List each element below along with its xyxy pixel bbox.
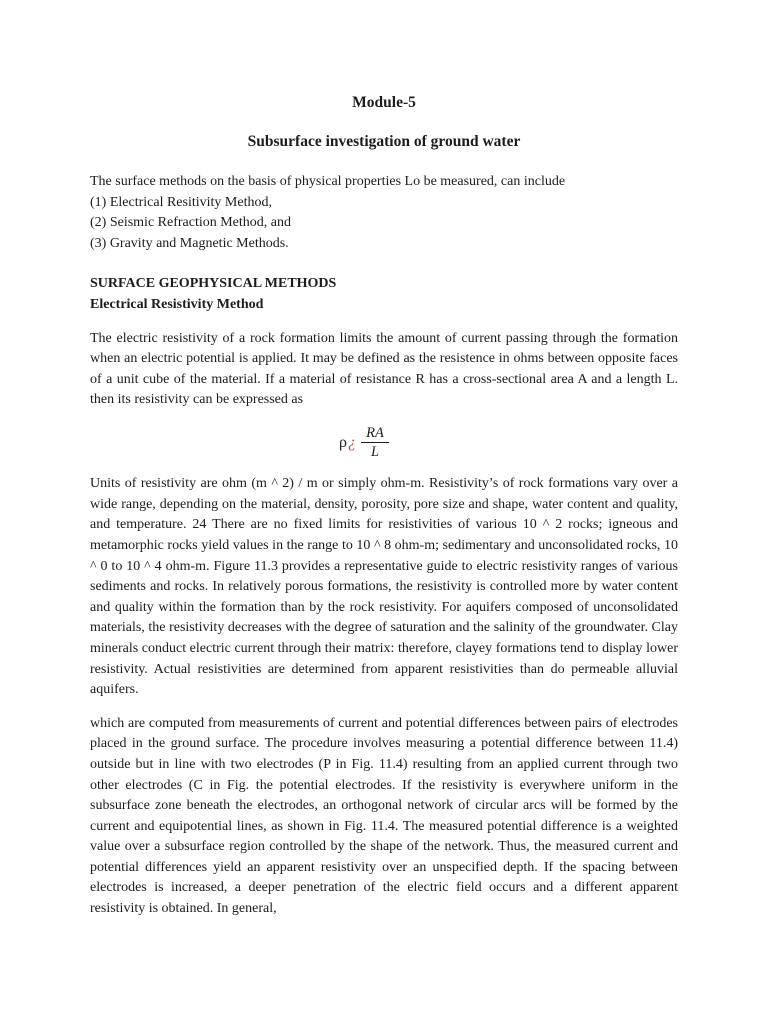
fraction-numerator: RA	[366, 424, 384, 441]
intro-item-3: (3) Gravity and Magnetic Methods.	[90, 235, 289, 251]
rho-symbol: ρ	[338, 433, 347, 451]
page-title: Module-5	[352, 94, 416, 111]
paragraph-resistivity-definition: The electric resistivity of a rock formation limits the amount of current passing through the formation when an electric potential is applied. It may be defined as the resistence in ohms between opposite faces of a unit cube of the material. If a material of resistance R has a cross-sectional area A and a length L. then its resistivity can be expressed as	[90, 330, 678, 408]
formula-container	[90, 424, 678, 461]
missing-character-glyph: ¿	[347, 433, 356, 451]
section-heading-primary: SURFACE GEOPHYSICAL METHODS	[90, 276, 337, 292]
fraction-denominator: L	[361, 442, 389, 461]
intro-item-1: (1) Electrical Resitivity Method,	[90, 194, 272, 210]
intro-lead: The surface methods on the basis of physical properties Lo be measured, can include	[90, 174, 566, 189]
paragraph-resistivity-units: Units of resistivity are ohm (m ^ 2) / m or simply ohm-m. Resistivity’s of rock formations vary over a wide range, depending on the material, density, porosity, pore size and shape, water content and quality, and temperature. 24 There are no fixed limits for resistivities of various 10 ^ 2 rocks; igneous and metamorphic rocks yield values in the range to 10 ^ 8 ohm-m; sedimentary and unconsolidated rocks, 10 ^ 0 to 10 ^ 4 ohm-m. Figure 11.3 provides a representative guide to electric resistivity ranges of various sediments and rocks. In relatively porous formations, the resistivity is controlled more by water content and quality within the formation than by the rock resistivity. For aquifers composed of unconsolidated materials, the resistivity decreases with the degree of saturation and the salinity of the groundwater. Clay minerals conduct electric current through their matrix: therefore, clayey formations tend to display lower resistivity. Actual resistivities are determined from apparent resistivities than do permeable alluvial aquifers.	[90, 476, 678, 698]
section-headings	[90, 274, 678, 315]
paragraph-electrode-measurements: which are computed from measurements of current and potential differences between pairs of electrodes placed in the ground surface. The procedure involves measuring a potential difference between 11.4) outside but in line with two electrodes (P in Fig. 11.4) resulting from an applied current through two other electrodes (C in Fig. the potential electrodes. If the resistivity is everywhere uniform in the subsurface zone beneath the electrodes, an orthogonal network of circular arcs will be formed by the current and equipotential lines, as shown in Fig. 11.4. The measured potential difference is a weighted value over a subsurface region controlled by the shape of the network. Thus, the measured current and potential differences yield an apparent resistivity over an unspecified depth. If the spacing between electrodes is increased, a deeper penetration of the electric field occurs and a different apparent resistivity is obtained. In general,	[90, 715, 678, 917]
fraction	[361, 424, 389, 461]
resistivity-formula	[339, 424, 389, 461]
page-subtitle: Subsurface investigation of ground water	[247, 133, 521, 150]
intro-block	[90, 172, 678, 254]
intro-item-2: (2) Seismic Refraction Method, and	[90, 215, 292, 231]
section-heading-secondary: Electrical Resistivity Method	[90, 296, 264, 312]
